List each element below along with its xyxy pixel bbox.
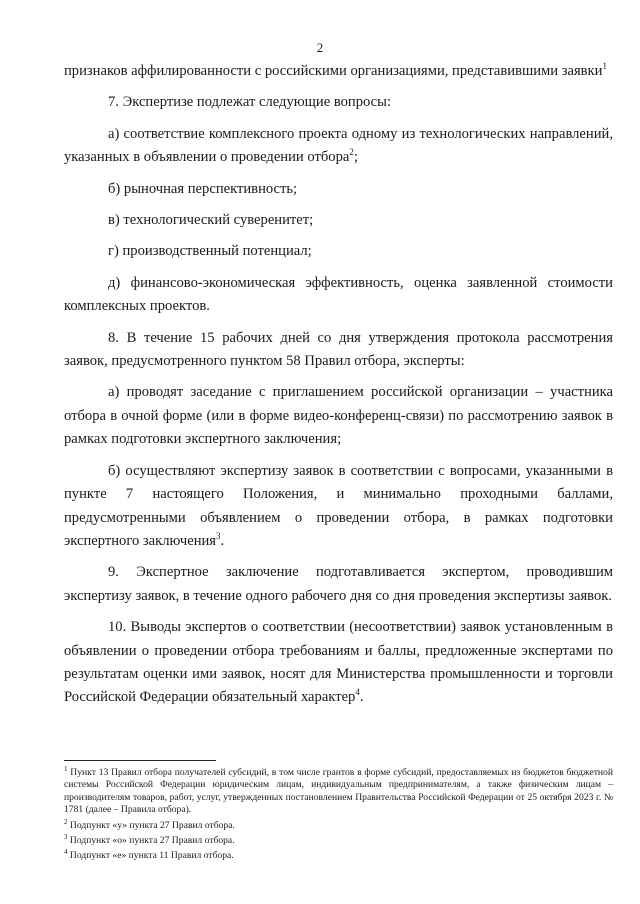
footnote-3: $^3$ Подпункт «о» пункта 27 Правил отбора. xyxy=(64,832,235,847)
footnote-ref: 2 xyxy=(349,147,354,158)
footnote-2: $^2$ Подпункт «у» пункта 27 Правил отбора. xyxy=(64,817,235,831)
footnote-4: $^4$ Подпункт «е» пункта 11 Правил отбора. xyxy=(64,848,234,862)
footnote-1: $^1$ Пункт 13 Правил отбора получателей субсидий, в том числе грантов в форме субсидий, предоставляемых из бюджетов бюджетной системы Российской Федерации юридическим лицам, индивидуальным предпринимателям, а также физическим лицам – производителям товаров, работ, услуг, утвержденных постановлением Правительства Российской Федерации от 25 октября 2023 г. № 1781 (далее – Правила отбора). xyxy=(64,764,613,816)
footnote-ref: 1 xyxy=(602,61,607,72)
paragraph-item-9: 9. Экспертное заключение подготавливается экспертом, проводившим экспертизу заявок, в течение одного рабочего дня со дня проведения экспертизы заявок. xyxy=(64,564,613,604)
paragraph-item-7v: в) технологический суверенитет; xyxy=(108,212,314,229)
paragraph-item-7d: д) финансово-экономическая эффективность, оценка заявленной стоимости комплексных проектов. xyxy=(64,274,613,315)
paragraph-item-8: 8. В течение 15 рабочих дней со дня утверждения протокола рассмотрения заявок, предусмотренного пунктом 58 Правил отбора, эксперты: xyxy=(64,329,613,370)
paragraph-item-8b: б) осуществляют экспертизу заявок в соответствии с вопросами, указанными в пункте 7 настоящего Положения, и минимально проходными баллами, предусмотренными объявлением о проведении отбора, в рамках подготовки экспертного заключения$^3$. xyxy=(64,462,613,549)
paragraph-item-7b: б) рыночная перспективность; xyxy=(108,180,298,197)
paragraph-item-8a: а) проводят заседание с приглашением российской организации – участника отбора в очной форме (или в форме видео-конференц-связи) по рассмотрению заявок в рамках подготовки экспертного заключения; xyxy=(64,384,613,448)
footnote-divider xyxy=(64,760,216,761)
paragraph-item-10: 10. Выводы экспертов о соответствии (несоответствии) заявок установленным в объявлении о проведении отбора требованиям и баллы, предложенные экспертами по результатам оценки ими заявок, носят для Министерства промышленности и торговли Российской Федерации обязательный характер$^4$. xyxy=(64,619,613,706)
paragraph-item-7: 7. Экспертизе подлежат следующие вопросы: xyxy=(108,94,392,111)
paragraph-item-7a: а) соответствие комплексного проекта одному из технологических направлений, указанных в объявлении о проведении отбора$^2$; xyxy=(64,125,613,166)
paragraph-item-7g: г) производственный потенциал; xyxy=(108,243,312,260)
page-number: 2 xyxy=(316,40,324,55)
footnote-ref: 3 xyxy=(216,531,221,542)
document-body xyxy=(64,60,613,718)
footnotes xyxy=(64,764,613,866)
paragraph-continuation: признаков аффилированности с российскими организациями, представившими заявки$^1$ xyxy=(64,61,607,79)
footnote-ref: 4 xyxy=(355,687,360,698)
